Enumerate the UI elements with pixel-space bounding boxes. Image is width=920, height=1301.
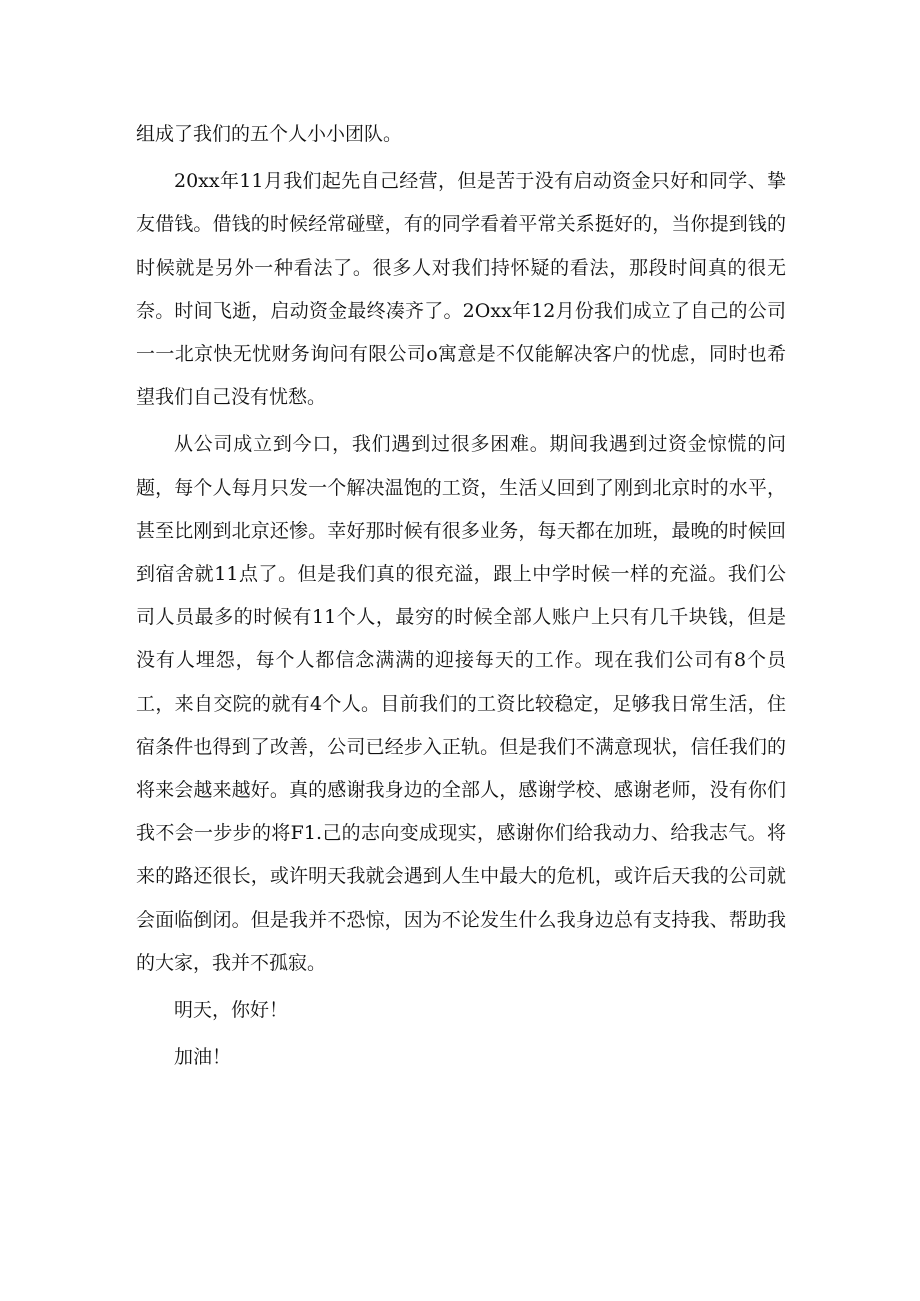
- paragraph-startup: 20xx年11月我们起先自己经营，但是苦于没有启动资金只好和同学、挚友借钱。借钱的时候经常碰壁，有的同学看着平常关系挺好的，当你提到钱的时候就是另外一种看法了。很多人对我们持怀疑的看法，那段时间真的很无奈。时间飞逝，启动资金最终凑齐了。2Oxx年12月份我们成立了自己的公司一一北京快无忧财务询问有限公司o寓意是不仅能解决客户的忧虑，同时也希望我们自己没有忧愁。: [136, 170, 786, 409]
- paragraph-greeting: 明天，你好！: [174, 999, 289, 1022]
- paragraph-team: 组成了我们的五个人小小团队。: [136, 123, 403, 145]
- paragraph-cheer: 加油！: [174, 1046, 232, 1069]
- paragraph-difficulties: 从公司成立到今口，我们遇到过很多困难。期间我遇到过资金惊慌的问题，每个人每月只发一个解决温饱的工资，生活乂回到了刚到北京时的水平，甚至比刚到北京还惨。幸好那时候有很多业务，每天都在加班，最晚的时候回到宿舍就11点了。但是我们真的很充溢，跟上中学时候一样的充溢。我们公司人员最多的时候有11个人，最穷的时候全部人账户上只有几千块钱，但是没有人埋怨，每个人都信念满满的迎接每天的工作。现在我们公司有8个员工，来自交院的就有4个人。目前我们的工资比较稳定，足够我日常生活，住宿条件也得到了改善，公司已经步入正轨。但是我们不满意现状，信任我们的将来会越来越好。真的感谢我身边的全部人，感谢学校、感谢老师，没有你们我不会一步步的将F1.己的志向变成现实，感谢你们给我动力、给我志气。将来的路还很长，或许明天我就会遇到人生中最大的危机，或许后天我的公司就会面临倒闭。但是我并不恐惊，因为不论发生什么我身边总有支持我、帮助我的大家，我并不孤寂。: [136, 433, 786, 974]
- document-body: [136, 113, 786, 1083]
